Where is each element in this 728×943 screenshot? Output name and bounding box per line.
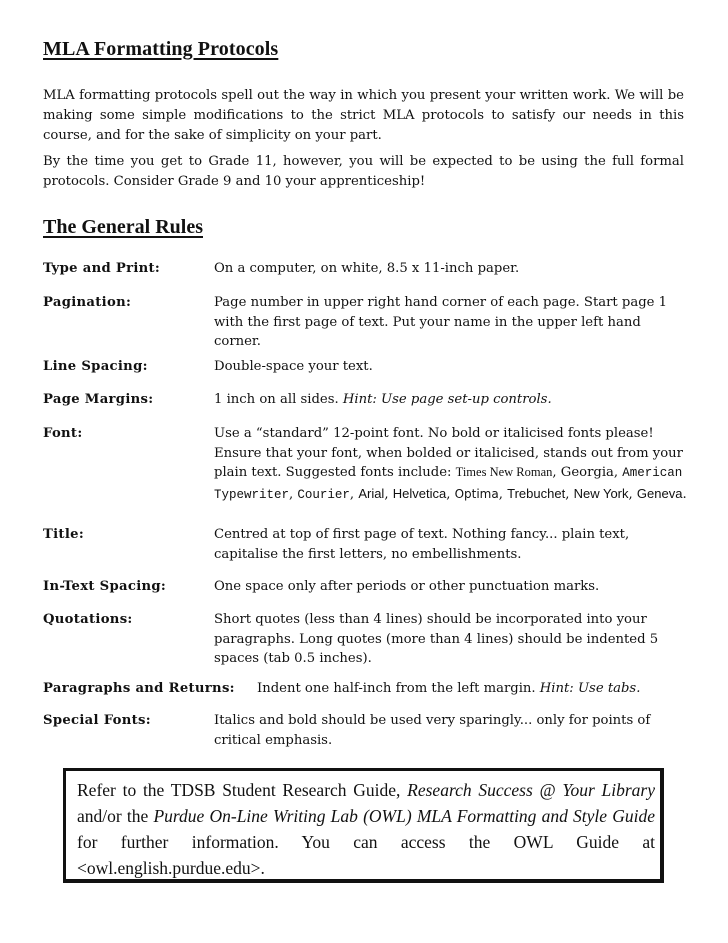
rule-label: Title:	[43, 527, 84, 542]
rule-text: Page number in upper right hand corner of each page. Start page 1 with the first page of text. Put your name in the upper left hand corner.	[214, 295, 668, 349]
callout-text-1: Refer to the TDSB Student Research Guide,	[77, 780, 408, 800]
font-sample-optima: Optima	[454, 486, 499, 501]
rule-label: Type and Print:	[43, 261, 161, 276]
callout-text-2: and/or the	[77, 806, 154, 826]
font-sample-arial: Arial	[358, 485, 385, 501]
rule-text: Use a “standard” 12-point font. No bold or italicised fonts please! Ensure that your font, when bolded or italicised, stands out from your plain text. Suggested fonts include: Times New Roman, Georgia, American Typewriter, Courier, Arial, Helvetica, Optima, Trebuchet, New York, Geneva.	[214, 426, 687, 502]
callout-text-3: for further information. You can access the OWL Guide at <owl.english.purdue.edu>.	[77, 832, 655, 878]
rule-text-plain: Use a “standard” 12-point font. No bold or italicised fonts please! Ensure that your font, when bolded or italicised, stands out from your plain text. Suggested fonts include:	[214, 426, 683, 480]
rule-text: Short quotes (less than 4 lines) should be incorporated into your paragraphs. Long quotes (more than 4 lines) should be indented 5 spaces (tab 0.5 inches).	[214, 612, 659, 666]
rule-hint: Hint: Use page set-up controls.	[342, 392, 552, 407]
rule-label: Page Margins:	[43, 392, 154, 407]
rule-text: One space only after periods or other punctuation marks.	[214, 579, 600, 594]
rule-text: Double-space your text.	[214, 359, 373, 374]
callout-guide-title: Research Success @ Your Library	[407, 780, 655, 800]
callout-text	[77, 777, 655, 881]
font-sample-trebuchet: Trebuchet	[507, 485, 566, 501]
font-sample-typewriter: American Typewriter	[214, 466, 683, 502]
intro-paragraph-2: By the time you get to Grade 11, however, you will be expected to be using the full formal protocols. Consider Grade 9 and 10 your apprenticeship!	[43, 154, 684, 189]
rule-label: Line Spacing:	[43, 359, 148, 374]
rule-label: Special Fonts:	[43, 713, 151, 728]
rule-text: Italics and bold should be used very sparingly... only for points of critical emphasis.	[214, 713, 651, 748]
rule-label: Quotations:	[43, 612, 133, 627]
font-sample-geneva: Geneva	[636, 485, 683, 501]
section-title: The General Rules	[43, 216, 203, 238]
rule-text-plain: Indent one half-inch from the left margin.	[257, 681, 540, 696]
rule-label: Font:	[43, 426, 83, 441]
rule-text-plain: 1 inch on all sides.	[214, 392, 343, 407]
font-sample-georgia: Georgia	[560, 465, 614, 480]
font-sample-newyork: New York	[573, 485, 629, 501]
rule-text: On a computer, on white, 8.5 x 11-inch paper.	[214, 261, 520, 276]
rule-label: In-Text Spacing:	[43, 579, 167, 594]
reference-callout-box	[63, 768, 664, 883]
intro-paragraph-1: MLA formatting protocols spell out the way in which you present your written work. We will be making some simple modifications to the strict MLA protocols to satisfy our needs in this course, and for the sake of simplicity on your part.	[43, 88, 684, 143]
callout-owl-title: Purdue On-Line Writing Lab (OWL) MLA Formatting and Style Guide	[153, 806, 655, 826]
font-sample-helvetica: Helvetica	[392, 485, 447, 501]
rule-hint: Hint: Use tabs.	[539, 681, 641, 696]
rule-label: Paragraphs and Returns:	[43, 681, 235, 696]
page-title: MLA Formatting Protocols	[43, 38, 279, 60]
font-sample-courier: Courier	[297, 487, 350, 502]
rule-text	[257, 679, 687, 699]
font-sample-times: Times New Roman	[455, 465, 553, 479]
rule-text: Centred at top of first page of text. Nothing fancy... plain text, capitalise the first letters, no embellishments.	[214, 527, 630, 562]
rule-label: Pagination:	[43, 295, 132, 310]
rule-text	[214, 390, 688, 410]
